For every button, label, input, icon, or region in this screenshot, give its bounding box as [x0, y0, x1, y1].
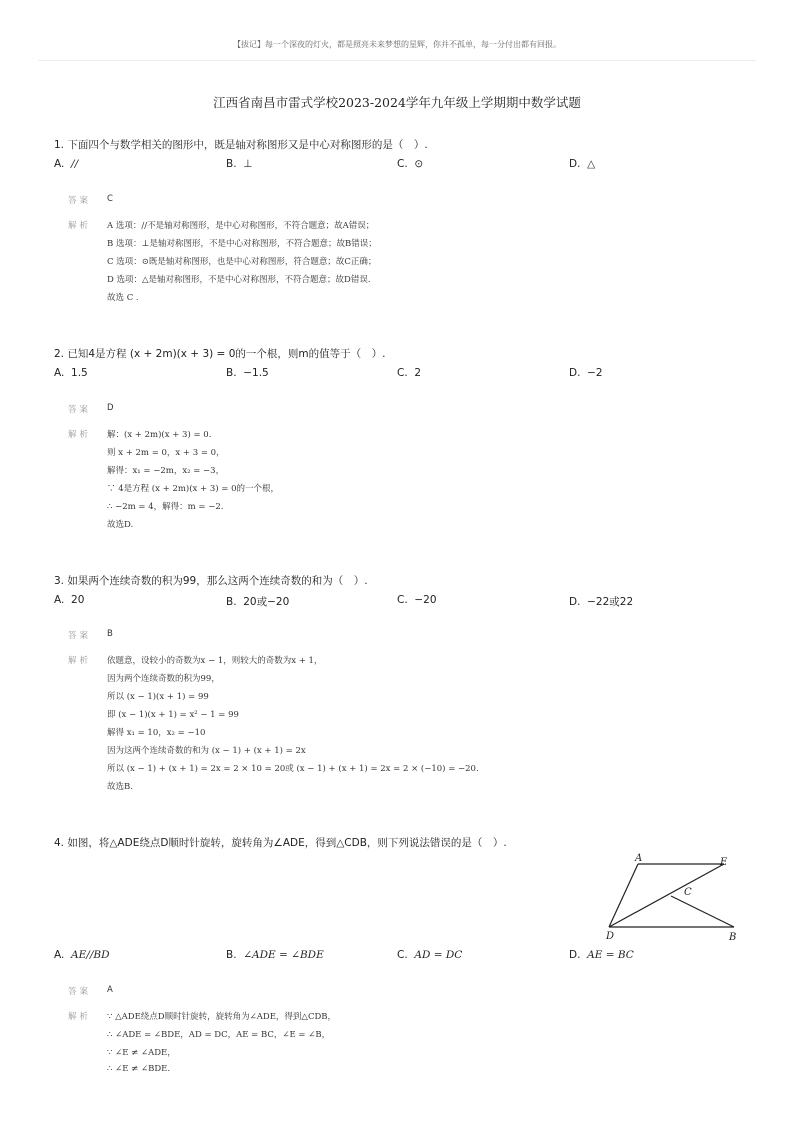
analysis-line: 依题意，设较小的奇数为x − 1，则较大的奇数为x + 1， [107, 656, 323, 666]
question-1-stem: 1. 下面四个与数学相关的图形中，既是轴对称图形又是中心对称图形的是（ ）. [54, 139, 428, 151]
option-c[interactable]: C. 2 [397, 367, 422, 379]
answer-value: A [107, 985, 113, 995]
answer-value: D [107, 403, 114, 413]
analysis-line: 则 x + 2m = 0，x + 3 = 0， [107, 448, 225, 458]
analysis-line: ∴ ∠ADE = ∠BDE，AD = DC，AE = BC，∠E = ∠B， [107, 1030, 331, 1040]
option-b[interactable]: B. ∠ADE = ∠BDE [226, 949, 324, 961]
option-c[interactable]: C. −20 [397, 594, 437, 606]
answer-value: C [107, 194, 113, 204]
question-4-stem: 4. 如图，将△ADE绕点D顺时针旋转，旋转角为∠ADE，得到△CDB，则下列说法错误的是（ ）. [54, 837, 507, 849]
analysis-line: ∵ ∠E ≠ ∠ADE， [107, 1048, 176, 1058]
answer-label: 答案 [68, 987, 92, 997]
analysis-line: 解得 x₁ = 10，x₂ = −10 [107, 728, 206, 738]
analysis-label: 解析 [68, 430, 92, 440]
option-d[interactable]: D. AE = BC [569, 949, 634, 961]
analysis-line: ∵ △ADE绕点D顺时针旋转，旋转角为∠ADE，得到△CDB， [107, 1012, 337, 1022]
point-d-label: D [606, 931, 615, 942]
option-d[interactable]: D. −22或22 [569, 596, 634, 608]
page-title: 江西省南昌市雷式学校2023-2024学年九年级上学期期中数学试题 [213, 95, 581, 110]
point-e-label: E [720, 857, 728, 868]
question-3-stem: 3. 如果两个连续奇数的积为99，那么这两个连续奇数的和为（ ）. [54, 575, 368, 587]
option-c[interactable]: C. AD = DC [397, 949, 463, 961]
answer-label: 答案 [68, 631, 92, 641]
header-motto: 【拔记】每一个深夜的灯火，都是照亮未来梦想的星辉，你并不孤单，每一分付出都有回报。 [233, 40, 561, 49]
analysis-line: A 选项：//不是轴对称图形，是中心对称图形，不符合题意；故A错误； [107, 221, 375, 231]
analysis-line: D 选项：△是轴对称图形，不是中心对称图形，不符合题意；故D错误. [107, 275, 371, 285]
option-a[interactable]: A. AE//BD [54, 949, 110, 961]
option-b[interactable]: B. ⊥ [226, 158, 253, 170]
segment-cb [671, 896, 734, 927]
analysis-line: ∴ −2m = 4，解得：m = −2. [107, 502, 224, 512]
option-a[interactable]: A. 1.5 [54, 367, 88, 379]
answer-label: 答案 [68, 196, 92, 206]
analysis-line: 所以 (x − 1) + (x + 1) = 2x = 2 × 10 = 20或 (x − 1) + (x + 1) = 2x = 2 × (−10) = −20. [107, 764, 479, 774]
point-c-label: C [684, 887, 692, 898]
option-b[interactable]: B. 20或−20 [226, 596, 290, 608]
analysis-line: 解：(x + 2m)(x + 3) = 0. [107, 430, 212, 440]
analysis-line: 故选 C . [107, 293, 139, 303]
analysis-line: 故选D. [107, 520, 134, 530]
analysis-line: 故选B. [107, 782, 133, 792]
question-2-stem: 2. 已知4是方程 (x + 2m)(x + 3) = 0的一个根，则m的值等于（ ）. [54, 348, 386, 360]
analysis-label: 解析 [68, 221, 92, 231]
analysis-line: C 选项：⊙既是轴对称图形，也是中心对称图形，符合题意；故C正确； [107, 257, 377, 267]
point-b-label: B [729, 932, 737, 943]
option-d[interactable]: D. −2 [569, 367, 603, 379]
analysis-line: 解得：x₁ = −2m，x₂ = −3， [107, 466, 225, 476]
rotation-figure [596, 848, 756, 948]
segment-ad [609, 864, 638, 927]
option-a[interactable]: A. // [54, 158, 79, 170]
analysis-label: 解析 [68, 1012, 92, 1022]
analysis-line: 因为两个连续奇数的积为99， [107, 674, 220, 684]
option-b[interactable]: B. −1.5 [226, 367, 269, 379]
analysis-line: 即 (x − 1)(x + 1) = x² − 1 = 99 [107, 710, 239, 720]
segment-de [609, 864, 724, 927]
analysis-line: B 选项：⊥是轴对称图形，不是中心对称图形，不符合题意；故B错误； [107, 239, 377, 249]
analysis-line: ∵ 4是方程 (x + 2m)(x + 3) = 0的一个根， [107, 484, 280, 494]
option-d[interactable]: D. △ [569, 158, 596, 170]
header-divider [38, 60, 756, 61]
answer-value: B [107, 629, 113, 639]
answer-label: 答案 [68, 405, 92, 415]
analysis-line: 因为这两个连续奇数的和为 (x − 1) + (x + 1) = 2x [107, 746, 306, 756]
analysis-label: 解析 [68, 656, 92, 666]
point-a-label: A [635, 853, 643, 864]
analysis-line: ∴ ∠E ≠ ∠BDE. [107, 1064, 171, 1074]
option-a[interactable]: A. 20 [54, 594, 85, 606]
option-c[interactable]: C. ⊙ [397, 158, 424, 170]
analysis-line: 所以 (x − 1)(x + 1) = 99 [107, 692, 209, 702]
